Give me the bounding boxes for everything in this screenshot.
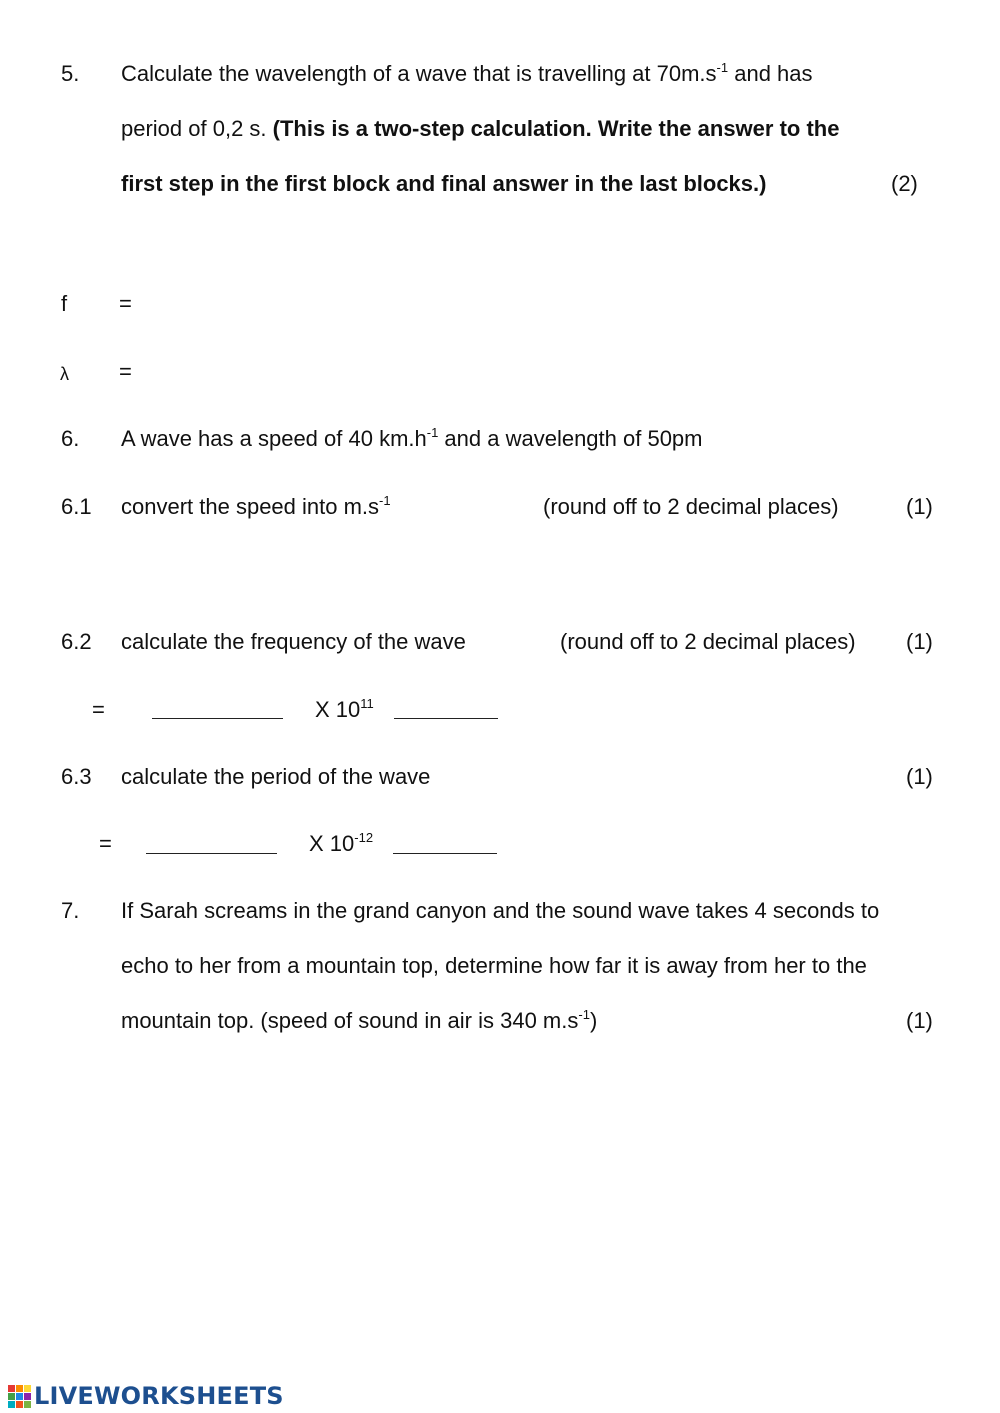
q6-1-marks: (1) bbox=[906, 494, 933, 519]
q6-3-answer-blank[interactable] bbox=[146, 831, 277, 854]
q6-3-marks: (1) bbox=[906, 764, 933, 789]
grid-logo-icon bbox=[8, 1385, 31, 1408]
q5-line3 bbox=[121, 171, 766, 197]
q6-2-exponent: 11 bbox=[360, 696, 374, 711]
q7-line3-text: mountain top. (speed of sound in air is 340 m.s bbox=[121, 1008, 579, 1033]
q5-line3-bold: first step in the first block and final answer in the last blocks.) bbox=[121, 171, 767, 196]
logo-tile bbox=[24, 1393, 31, 1400]
q5-marks: (2) bbox=[891, 171, 918, 196]
q6-2-multiplier bbox=[315, 697, 374, 723]
q6-1-text bbox=[121, 494, 391, 520]
logo-tile bbox=[24, 1401, 31, 1408]
q6-2-text: calculate the frequency of the wave bbox=[121, 629, 466, 654]
q6-3-equals: = bbox=[99, 831, 112, 856]
q6-2-unit-blank[interactable] bbox=[394, 696, 498, 719]
logo-tile bbox=[8, 1401, 15, 1408]
q7-number: 7. bbox=[61, 898, 80, 923]
q6-1-instruction: (round off to 2 decimal places) bbox=[543, 494, 839, 519]
q5-line1 bbox=[121, 61, 813, 87]
q6-3-unit-blank[interactable] bbox=[393, 831, 497, 854]
q6-text-b: and a wavelength of 50pm bbox=[438, 426, 703, 451]
logo-tile bbox=[8, 1393, 15, 1400]
q6-3-multiplier-base: X 10 bbox=[309, 831, 355, 856]
q6-2-number: 6.2 bbox=[61, 629, 92, 654]
liveworksheets-logo[interactable] bbox=[8, 1382, 284, 1410]
q6-1-text-main: convert the speed into m.s bbox=[121, 494, 380, 519]
q6-2-multiplier-base: X 10 bbox=[315, 697, 361, 722]
logo-tile bbox=[24, 1385, 31, 1392]
q6-2-instruction: (round off to 2 decimal places) bbox=[560, 629, 856, 654]
q5-number: 5. bbox=[61, 61, 80, 86]
q5-line1-exponent: -1 bbox=[716, 60, 729, 75]
q6-text bbox=[121, 426, 703, 452]
q6-2-answer-blank[interactable] bbox=[152, 696, 283, 719]
q6-3-number: 6.3 bbox=[61, 764, 92, 789]
q6-2-marks: (1) bbox=[906, 629, 933, 654]
q6-3-exponent: -12 bbox=[354, 830, 374, 845]
q7-line3 bbox=[121, 1008, 597, 1034]
f-symbol: f bbox=[61, 291, 68, 316]
q5-line1-end: and has bbox=[728, 61, 813, 86]
q5-line2-bold: (This is a two-step calculation. Write the answer to the bbox=[272, 116, 840, 141]
q6-3-multiplier bbox=[309, 831, 373, 857]
q6-number: 6. bbox=[61, 426, 80, 451]
q6-3-text: calculate the period of the wave bbox=[121, 764, 431, 789]
q6-text-exponent: -1 bbox=[426, 425, 439, 440]
logo-tile bbox=[8, 1385, 15, 1392]
logo-tile bbox=[16, 1385, 23, 1392]
logo-tile bbox=[16, 1401, 23, 1408]
q5-line1-text: Calculate the wavelength of a wave that is travelling at 70m.s bbox=[121, 61, 717, 86]
q7-line1: If Sarah screams in the grand canyon and the sound wave takes 4 seconds to bbox=[121, 898, 880, 923]
logo-tile bbox=[16, 1393, 23, 1400]
q6-1-number: 6.1 bbox=[61, 494, 92, 519]
lambda-equals: = bbox=[119, 359, 132, 384]
q5-line2-text: period of 0,2 s. bbox=[121, 116, 273, 141]
q6-1-text-exponent: -1 bbox=[379, 493, 391, 508]
q6-2-equals: = bbox=[92, 697, 105, 722]
q5-line2 bbox=[121, 116, 839, 142]
q6-text-a: A wave has a speed of 40 km.h bbox=[121, 426, 427, 451]
logo-text: LIVEWORKSHEETS bbox=[34, 1382, 284, 1410]
q7-line2: echo to her from a mountain top, determine how far it is away from her to the bbox=[121, 953, 867, 978]
q7-line3-end: ) bbox=[589, 1008, 598, 1033]
f-equals: = bbox=[119, 291, 132, 316]
q7-line3-exponent: -1 bbox=[578, 1007, 590, 1022]
q7-marks: (1) bbox=[906, 1008, 933, 1033]
lambda-symbol: λ bbox=[60, 364, 69, 384]
